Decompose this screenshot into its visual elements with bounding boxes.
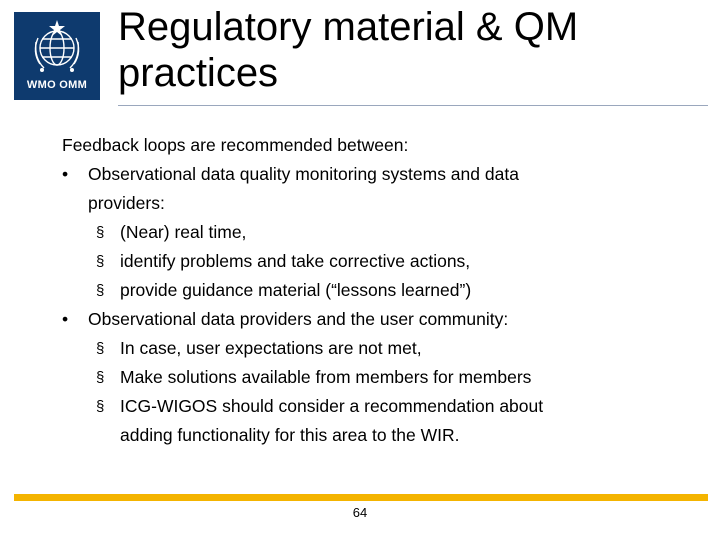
sub-bullet-glyph: §	[96, 282, 105, 299]
sub-bullet-text: provide guidance material (“lessons learned”)	[120, 280, 472, 300]
intro-text: Feedback loops are recommended between:	[62, 135, 409, 155]
bullet-glyph: •	[62, 164, 69, 184]
bullet-glyph: •	[62, 309, 69, 329]
sub-bullet-glyph: §	[96, 340, 105, 357]
sub-bullet-item	[62, 392, 622, 421]
logo-text: WMO OMM	[26, 79, 88, 91]
sub-bullet-item	[62, 247, 622, 276]
sub-bullet-item	[62, 334, 622, 363]
sub-bullet-text: identify problems and take corrective actions,	[120, 251, 471, 271]
sub-bullet-glyph: §	[96, 369, 105, 386]
sub-bullet-item	[62, 276, 622, 305]
sub-bullet-text: In case, user expectations are not met,	[120, 338, 422, 358]
footer-accent-bar	[14, 494, 708, 501]
bullet-text: Observational data quality monitoring systems and data	[88, 164, 519, 184]
bullet-text-continued: providers:	[88, 193, 165, 213]
sub-bullet-text: Make solutions available from members for members	[120, 367, 532, 387]
page-number: 64	[352, 505, 368, 520]
bullet-item	[62, 305, 622, 334]
wmo-logo	[14, 12, 100, 100]
sub-bullet-item	[62, 363, 622, 392]
bullet-item	[62, 160, 622, 189]
sub-bullet-text: (Near) real time,	[120, 222, 247, 242]
bullet-text: Observational data providers and the user community:	[88, 309, 509, 329]
sub-bullet-text-continued: adding functionality for this area to the WIR.	[120, 425, 460, 445]
sub-bullet-item	[62, 218, 622, 247]
slide-body	[62, 131, 622, 450]
sub-bullet-glyph: §	[96, 398, 105, 415]
title-divider	[118, 105, 708, 106]
slide-title: Regulatory material & QM practices	[118, 5, 579, 95]
sub-bullet-glyph: §	[96, 224, 105, 241]
wmo-emblem-icon	[14, 12, 100, 82]
sub-bullet-text: ICG-WIGOS should consider a recommendation about	[120, 396, 544, 416]
sub-bullet-glyph: §	[96, 253, 105, 270]
